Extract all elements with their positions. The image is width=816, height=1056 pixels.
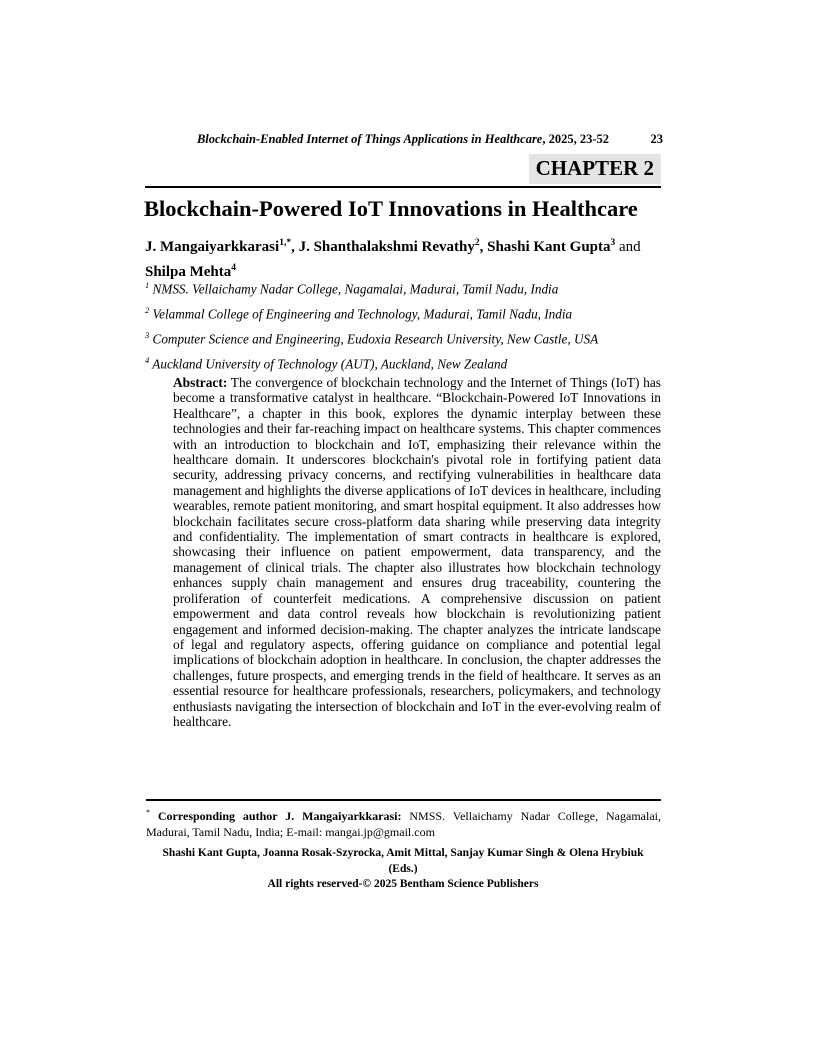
rights-line: All rights reserved-© 2025 Bentham Science Publishers [267, 878, 539, 890]
abstract-label: Abstract: [173, 375, 228, 390]
footnote-label: Corresponding author J. Mangaiyarkkarasi: [150, 809, 402, 823]
affiliation-text: Velammal College of Engineering and Technology, Madurai, Tamil Nadu, India [149, 306, 573, 322]
chapter-row [145, 154, 661, 184]
corresponding-author-footnote [146, 799, 661, 840]
abstract-text: The convergence of blockchain technology and the Internet of Things (IoT) has become a transformative catalyst in healthcare. “Blockchain-Powered IoT Innovations in Healthcare”, a chapter in this book, explores the dynamic interplay between these technologies and their far-reaching impact on healthcare systems. This chapter commences with an introduction to blockchain and IoT, emphasizing their relevance within the healthcare domain. It underscores blockchain's pivotal role in fortifying patient data security, addressing privacy concerns, and rectifying vulnerabilities in healthcare data management and highlights the diverse applications of IoT devices in healthcare, including wearables, remote patient monitoring, and smart hospital equipment. It also addresses how blockchain facilitates secure cross-platform data sharing while preserving data integrity and confidentiality. The implementation of smart contracts in healthcare is explored, showcasing their influence on patient empowerment, data transparency, and the management of clinical trials. The chapter also illustrates how blockchain technology enhances supply chain management and ensures drug traceability, countering the proliferation of counterfeit medications. A comprehensive discussion on patient empowerment and data control reveals how blockchain is revolutionizing patient engagement and informed decision-making. The chapter analyzes the intricate landscape of legal and regulatory aspects, offering guidance on compliance and potential legal implications of blockchain adoption in healthcare. In conclusion, the chapter addresses the challenges, future prospects, and emerging trends in the field of healthcare. It serves as an essential resource for healthcare professionals, researchers, policymakers, and technology enthusiasts navigating the intersection of blockchain and IoT in the ever-evolving realm of healthcare. [173, 375, 661, 729]
page-number: 23 [650, 132, 663, 146]
author-separator: , [291, 239, 299, 255]
author-name: J. Mangaiyarkkarasi [145, 239, 280, 255]
affiliation-item [145, 350, 661, 374]
abstract [173, 375, 661, 729]
author-affil-marker: 2 [474, 238, 480, 248]
author-affil-marker: 4 [231, 263, 237, 273]
chapter-badge: CHAPTER 2 [529, 154, 661, 184]
running-header [145, 132, 661, 147]
article-title: Blockchain-Powered IoT Innovations in Healthcare [144, 196, 638, 221]
running-suffix: , 2025, 23-52 [542, 132, 610, 146]
affiliation-item [145, 325, 661, 349]
footnote-text: NMSS. Vellaichamy Nadar College, Nagamalai, Madurai, Tamil Nadu, India; E-mail: mangai.jp@gmail.com [146, 809, 661, 839]
footnote-marker: * [146, 808, 150, 817]
affiliation-text: NMSS. Vellaichamy Nadar College, Nagamalai, Madurai, Tamil Nadu, India [149, 281, 559, 297]
affiliation-item [145, 275, 661, 299]
header-divider [145, 186, 661, 188]
affiliation-marker: 4 [145, 354, 150, 365]
affiliation-list [145, 275, 661, 375]
author-name: Shilpa Mehta [145, 264, 232, 280]
chapter-first-page [145, 0, 661, 1056]
affiliation-text: Auckland University of Technology (AUT), Auckland, New Zealand [149, 356, 508, 372]
affiliation-marker: 1 [145, 280, 150, 290]
affiliation-text: Computer Science and Engineering, Eudoxia Research University, New Castle, USA [149, 331, 599, 347]
author-affil-marker: 1,* [279, 238, 292, 248]
author-affil-marker: 3 [610, 238, 616, 248]
author-name: Shashi Kant Gupta [487, 239, 611, 255]
author-name: J. Shanthalakshmi Revathy [298, 239, 475, 255]
affiliation-marker: 3 [145, 329, 150, 340]
author-separator: , [479, 239, 488, 255]
affiliation-marker: 2 [145, 304, 150, 315]
affiliation-item [145, 300, 661, 324]
running-title: Blockchain-Enabled Internet of Things Applications in Healthcare [196, 132, 543, 146]
publisher-footer [145, 846, 661, 893]
author-separator: and [615, 239, 641, 255]
editors-line: Shashi Kant Gupta, Joanna Rosak-Szyrocka, Amit Mittal, Sanjay Kumar Singh & Olena Hrybiuk [162, 847, 644, 859]
eds-line: (Eds.) [388, 862, 418, 875]
